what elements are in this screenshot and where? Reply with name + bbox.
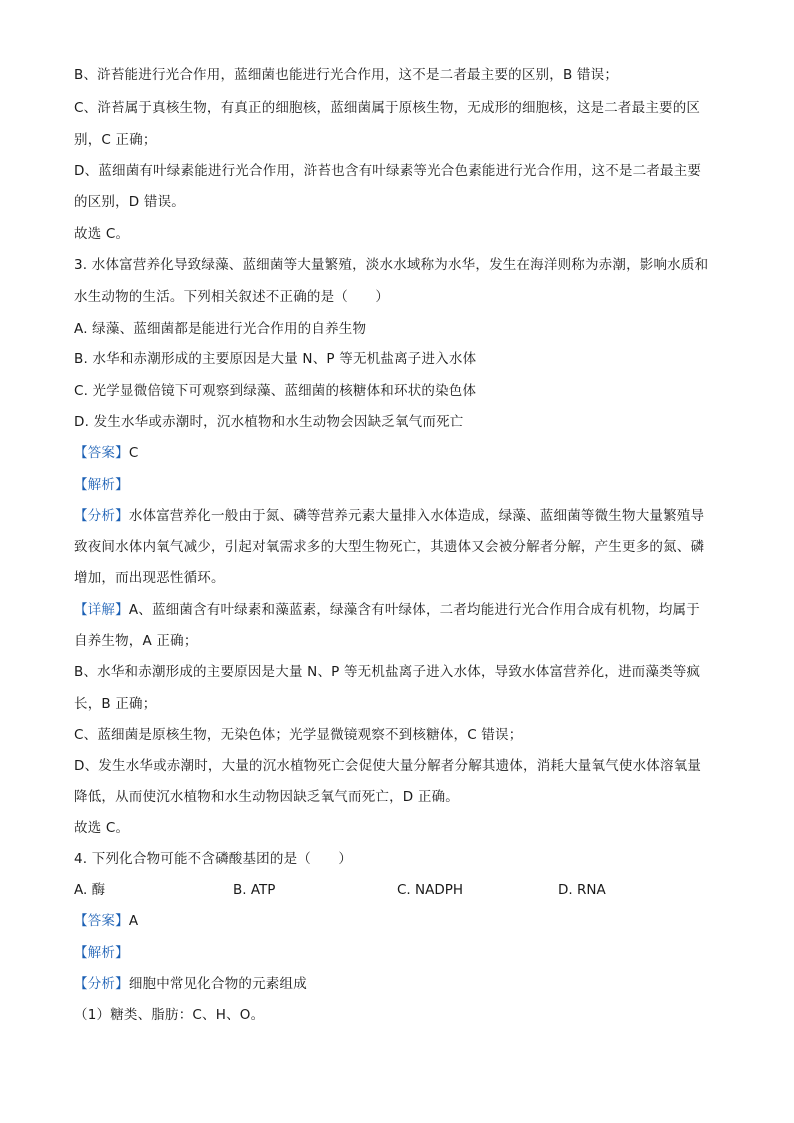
q3-fenxi-line1: [74, 507, 704, 525]
q3-stem-line2: 水生动物的生活。下列相关叙述不正确的是（ ）: [74, 289, 390, 305]
q3-conclusion: 故选 C。: [74, 820, 130, 836]
q2-explain-c-line2: 别，C 正确；: [74, 132, 157, 148]
q3-option-c: C. 光学显微倍镜下可观察到绿藻、蓝细菌的核糖体和环状的染色体: [74, 383, 477, 399]
answer-tag: 【答案】: [74, 445, 129, 461]
analysis-tag: 【解析】: [74, 477, 129, 493]
q3-analysis-line: [74, 476, 129, 494]
q3-option-b: B. 水华和赤潮形成的主要原因是大量 N、P 等无机盐离子进入水体: [74, 351, 477, 367]
q2-explain-b: B、浒苔能进行光合作用，蓝细菌也能进行光合作用，这不是二者最主要的区别，B 错误；: [74, 67, 619, 83]
q3-fenxi-line3: 增加，而出现恶性循环。: [74, 570, 225, 586]
q2-explain-c-line1: C、浒苔属于真核生物，有真正的细胞核，蓝细菌属于原核生物，无成形的细胞核，这是二者最主要的区: [74, 100, 701, 116]
q3-xiangjie-line1: [74, 601, 700, 619]
q4-item-1: （1）糖类、脂肪：C、H、O。: [74, 1007, 265, 1023]
q3-xiangjie-b-line1: B、水华和赤潮形成的主要原因是大量 N、P 等无机盐离子进入水体，导致水体富营养化，进而藻类等疯: [74, 664, 701, 680]
xiangjie-tag: 【详解】: [74, 602, 129, 618]
q4-fenxi-line1: [74, 975, 307, 993]
q4-option-b: B. ATP: [233, 882, 276, 898]
fenxi-text: 水体富营养化一般由于氮、磷等营养元素大量排入水体造成，绿藻、蓝细菌等微生物大量繁殖导: [128, 508, 705, 524]
q3-stem-line1: 3. 水体富营养化导致绿藻、蓝细菌等大量繁殖，淡水水域称为水华，发生在海洋则称为赤潮，影响水质和: [74, 257, 709, 273]
q3-xiangjie-c: C、蓝细菌是原核生物，无染色体；光学显微镜观察不到核糖体，C 错误；: [74, 727, 523, 743]
q4-analysis-line: [74, 944, 129, 962]
q3-xiangjie-b-line2: 长，B 正确；: [74, 696, 157, 712]
fenxi-tag: 【分析】: [74, 976, 129, 992]
q2-explain-d-line2: 的区别，D 错误。: [74, 194, 185, 210]
analysis-tag: 【解析】: [74, 945, 129, 961]
q3-fenxi-line2: 致夜间水体内氧气减少，引起对氧需求多的大型生物死亡，其遗体又会被分解者分解，产生更多的氮、磷: [74, 539, 705, 555]
q3-option-d: D. 发生水华或赤潮时，沉水植物和水生动物会因缺乏氧气而死亡: [74, 414, 464, 430]
fenxi-text: 细胞中常见化合物的元素组成: [128, 976, 307, 992]
q4-option-a: A. 酶: [74, 882, 106, 898]
answer-value: C: [128, 445, 139, 461]
q3-answer-line: [74, 444, 138, 462]
xiangjie-text: A、蓝细菌含有叶绿素和藻蓝素，绿藻含有叶绿体，二者均能进行光合作用合成有机物，均属于: [128, 602, 700, 618]
q3-option-a: A. 绿藻、蓝细菌都是能进行光合作用的自养生物: [74, 321, 367, 337]
answer-value: A: [128, 913, 139, 929]
q3-xiangjie-d-line2: 降低，从而使沉水植物和水生动物因缺乏氧气而死亡，D 正确。: [74, 789, 459, 805]
q3-xiangjie-d-line1: D、发生水华或赤潮时，大量的沉水植物死亡会促使大量分解者分解其遗体，消耗大量氧气使水体溶氧量: [74, 758, 702, 774]
q4-option-c: C. NADPH: [397, 882, 464, 898]
q4-stem: 4. 下列化合物可能不含磷酸基团的是（ ）: [74, 851, 353, 867]
q4-answer-line: [74, 912, 138, 930]
q3-xiangjie-line2: 自养生物，A 正确；: [74, 633, 198, 649]
q4-option-d: D. RNA: [558, 882, 606, 898]
answer-tag: 【答案】: [74, 913, 129, 929]
q2-conclusion: 故选 C。: [74, 226, 130, 242]
fenxi-tag: 【分析】: [74, 508, 129, 524]
q2-explain-d-line1: D、蓝细菌有叶绿素能进行光合作用，浒苔也含有叶绿素等光合色素能进行光合作用，这不是二者最主要: [74, 163, 702, 179]
